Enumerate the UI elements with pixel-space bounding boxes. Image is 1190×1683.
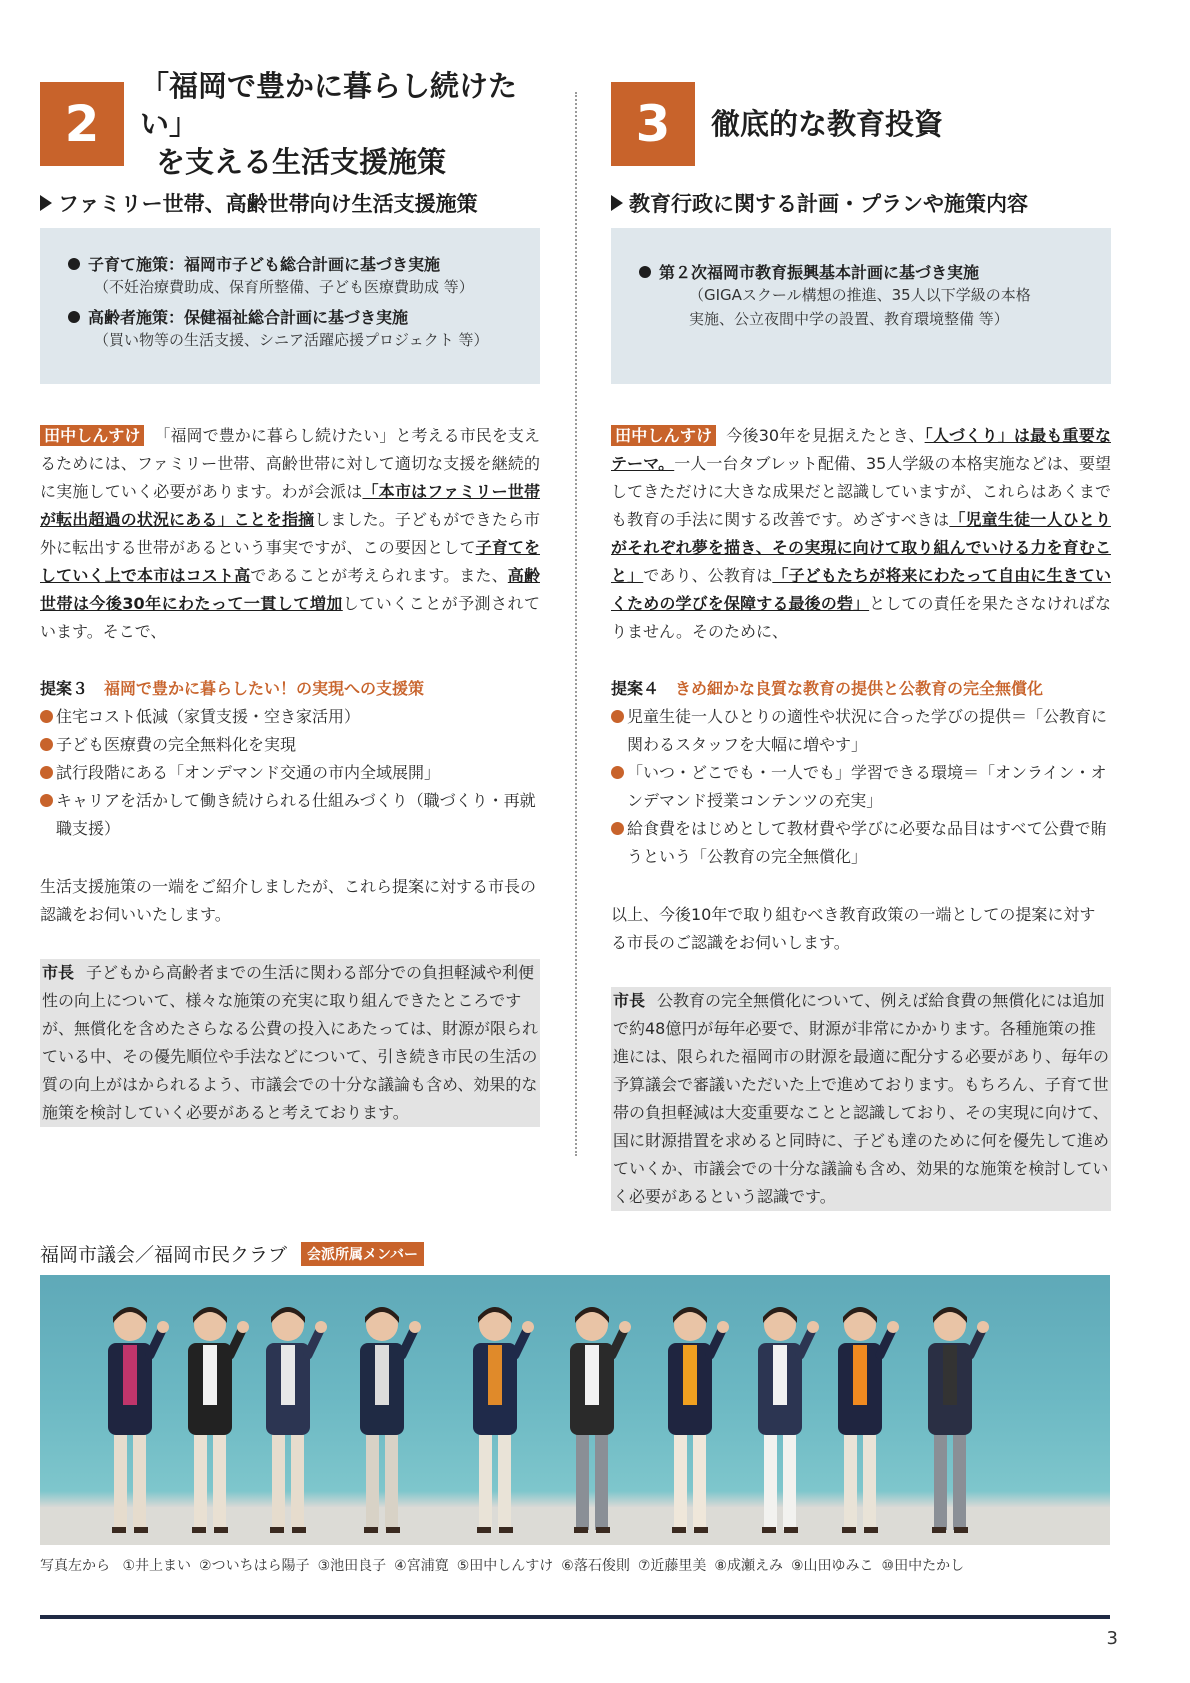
subheading [611, 188, 1111, 218]
proposal-heading [611, 676, 1111, 699]
list-item: 給食費をはじめとして教材費や学びに必要な品目はすべて公費で賄うという「公教育の完全無償化」 [611, 815, 1111, 871]
mayor-label: 市長 [613, 991, 646, 1010]
policy-main: 第２次福岡市教育振興基本計画に基づき実施 [659, 263, 980, 282]
members-title: 福岡市議会／福岡市民クラブ [40, 1244, 288, 1266]
policy-item [68, 305, 518, 352]
caption-name: ⑧成瀬えみ [714, 1558, 783, 1574]
column-divider [575, 92, 577, 1156]
members-heading [40, 1240, 1110, 1267]
section-number: 3 [611, 82, 695, 166]
mayor-answer-text: 子どもから高齢者までの生活に関わる部分での負担軽減や利便性の向上について、様々な施策の充実に取り組んできたところですが、無償化を含めたさらなる公費の投入にあたっては、財源が限られている中、その優先順位や手法などについて、引き続き市民の生活の質の向上がはかられるよう、市議会での十分な議論も含め、効果的な施策を検討していく必要があると考えております。 [42, 963, 539, 1122]
section-title-line1: 徹底的な教育投資 [711, 106, 944, 141]
proposal-number: 提案４ [611, 679, 660, 698]
proposal-heading [40, 676, 540, 699]
bullet-dot-icon [68, 258, 80, 270]
closing-paragraph: 生活支援施策の一端をご紹介しましたが、これら提案に対する市長の認識をお伺いいたします。 [40, 877, 537, 924]
closing-paragraph: 以上、今後10年で取り組むべき教育政策の一端としての提案に対する市長のご認識をお伺いします。 [611, 905, 1096, 952]
proposal-number: 提案３ [40, 679, 89, 698]
member-figure [838, 1307, 899, 1533]
section-2 [40, 68, 540, 1127]
section-number: 2 [40, 82, 124, 166]
mayor-answer [40, 959, 540, 1127]
caption-name: ④宮浦寛 [394, 1558, 449, 1574]
member-figure [758, 1307, 819, 1533]
policy-sub: 実施、公立夜間中学の設置、教育環境整備 等） [689, 310, 1009, 328]
mayor-answer-text: 公教育の完全無償化について、例えば給食費の無償化には追加で約48億円が毎年必要で、財源が非常にかかります。各種施策の推進には、限られた福岡市の財源を最適に配分する必要があり、毎年の予算議会で審議いただいた上で進めております。もちろん、子育て世帯の負担軽減は大変重要なことと認識しており、その実現に向けて、国に財源措置を求めると同時に、子ども達のために何を優先して進めていくか、市議会での十分な議論も含め、効果的な施策を検討していく必要があるという認識です。 [613, 991, 1110, 1206]
orange-bullet-icon [40, 766, 53, 779]
section-2-header [40, 68, 540, 180]
policy-item [639, 260, 1089, 331]
subheading-text: 教育行政に関する計画・プランや施策内容 [629, 192, 1028, 216]
question-paragraph: 田中しんすけ 「福岡で豊かに暮らし続けたい」と考える市民を支えるためには、ファミリー世帯、高齢世帯に対して適切な支援を継続的に実施していく必要があります。わが会派は「本市はファミリー世帯が転出超過の状況にある」ことを指摘しました。子どもができたら市外に転出する世帯があるという事実ですが、この要因として子育てをしていく上で本市はコスト高であることが考えられます。また、高齢世帯は今後30年にわたって一貫して増加していくことが予測されています。そこで、 [40, 426, 540, 641]
orange-bullet-icon [611, 766, 624, 779]
orange-bullet-icon [40, 710, 53, 723]
member-figure [570, 1307, 631, 1533]
proposal-title: きめ細かな良質な教育の提供と公教育の完全無償化 [675, 679, 1044, 698]
members-badge: 会派所属メンバー [301, 1242, 424, 1266]
orange-bullet-icon [611, 822, 624, 835]
caption-name: ①井上まい [122, 1558, 192, 1574]
caption-name: ⑨山田ゆみこ [790, 1558, 874, 1574]
mayor-label: 市長 [42, 963, 75, 982]
policy-box [611, 228, 1111, 384]
member-figure [668, 1307, 729, 1533]
member-figure [473, 1307, 534, 1533]
orange-bullet-icon [40, 738, 53, 751]
section-title [140, 67, 540, 182]
mayor-answer [611, 987, 1111, 1211]
list-item: キャリアを活かして働き続けられる仕組みづくり（職づくり・再就職支援） [40, 787, 540, 843]
speaker-tag: 田中しんすけ [40, 425, 144, 446]
caption-name: ②ついちはら陽子 [199, 1558, 310, 1574]
member-figure [360, 1307, 421, 1533]
caption-name: ⑦近藤里美 [637, 1558, 707, 1574]
orange-bullet-icon [611, 710, 624, 723]
policy-box [40, 228, 540, 384]
policy-main: 高齢者施策：保健福祉総合計画に基づき実施 [88, 308, 409, 327]
caption-name: ⑩田中たかし [881, 1558, 965, 1574]
page-number: 3 [1106, 1628, 1118, 1649]
caption-name: ③池田良子 [317, 1558, 387, 1574]
policy-sub: （不妊治療費助成、保育所整備、子ども医療費助成 等） [94, 278, 474, 296]
caption-name: ⑤田中しんすけ [456, 1558, 554, 1574]
subheading-text: ファミリー世帯、高齢世帯向け生活支援施策 [58, 192, 478, 216]
member-figure [108, 1307, 169, 1533]
policy-main: 子育て施策：福岡市子ども総合計画に基づき実施 [88, 255, 441, 274]
member-figure [928, 1307, 989, 1533]
members-section [40, 1240, 1110, 1575]
list-item: 児童生徒一人ひとりの適性や状況に合った学びの提供＝「公教育に関わるスタッフを大幅に増やす」 [611, 703, 1111, 759]
question-paragraph: 田中しんすけ 今後30年を見据えたとき、「人づくり」は最も重要なテーマ。一人一台タブレット配備、35人学級の本格実施などは、要望してきただけに大きな成果だと認識していますが、これらはあくまでも教育の手法に関する改善です。めざすべきは「児童生徒一人ひとりがそれぞれ夢を描き、その実現に向けて取り組んでいける力を育むこと」であり、公教育は「子どもたちが将来にわたって自由に生きていくための学びを保障する最後の砦」としての責任を果たさなければなりません。そのために、 [611, 426, 1111, 641]
caption-prefix: 写真左から [40, 1558, 110, 1574]
proposal-list [611, 703, 1111, 871]
policy-sub: （GIGAスクール構想の推進、35人以下学級の本格 [689, 286, 1031, 304]
list-item: 「いつ・どこでも・一人でも」学習できる環境＝「オンライン・オンデマンド授業コンテンツの充実」 [611, 759, 1111, 815]
proposal-title: 福岡で豊かに暮らしたい！の実現への支援策 [104, 679, 425, 698]
photo-caption [40, 1555, 1110, 1575]
bullet-dot-icon [639, 266, 651, 278]
caption-name: ⑥落石俊則 [561, 1558, 630, 1574]
group-photo [40, 1275, 1110, 1545]
member-figure [266, 1307, 327, 1533]
speaker-tag: 田中しんすけ [611, 425, 716, 446]
section-title-line1: 「福岡で豊かに暮らし続けたい」 [140, 68, 518, 141]
group-photo-figures [40, 1275, 1110, 1545]
section-title-line2: を支える生活支援施策 [156, 145, 447, 180]
proposal-list [40, 703, 540, 843]
policy-item [68, 252, 518, 299]
triangle-bullet-icon [611, 195, 623, 211]
list-item: 試行段階にある「オンデマンド交通の市内全域展開」 [40, 759, 540, 787]
section-3-header [611, 82, 1111, 166]
section-3 [611, 82, 1111, 1211]
section-title [711, 105, 943, 143]
subheading [40, 188, 540, 218]
bullet-dot-icon [68, 311, 80, 323]
orange-bullet-icon [40, 794, 53, 807]
policy-sub: （買い物等の生活支援、シニア活躍応援プロジェクト 等） [94, 331, 489, 349]
footer-rule [40, 1615, 1110, 1619]
list-item: 住宅コスト低減（家賃支援・空き家活用） [40, 703, 540, 731]
member-figure [188, 1307, 249, 1533]
triangle-bullet-icon [40, 195, 52, 211]
list-item: 子ども医療費の完全無料化を実現 [40, 731, 540, 759]
